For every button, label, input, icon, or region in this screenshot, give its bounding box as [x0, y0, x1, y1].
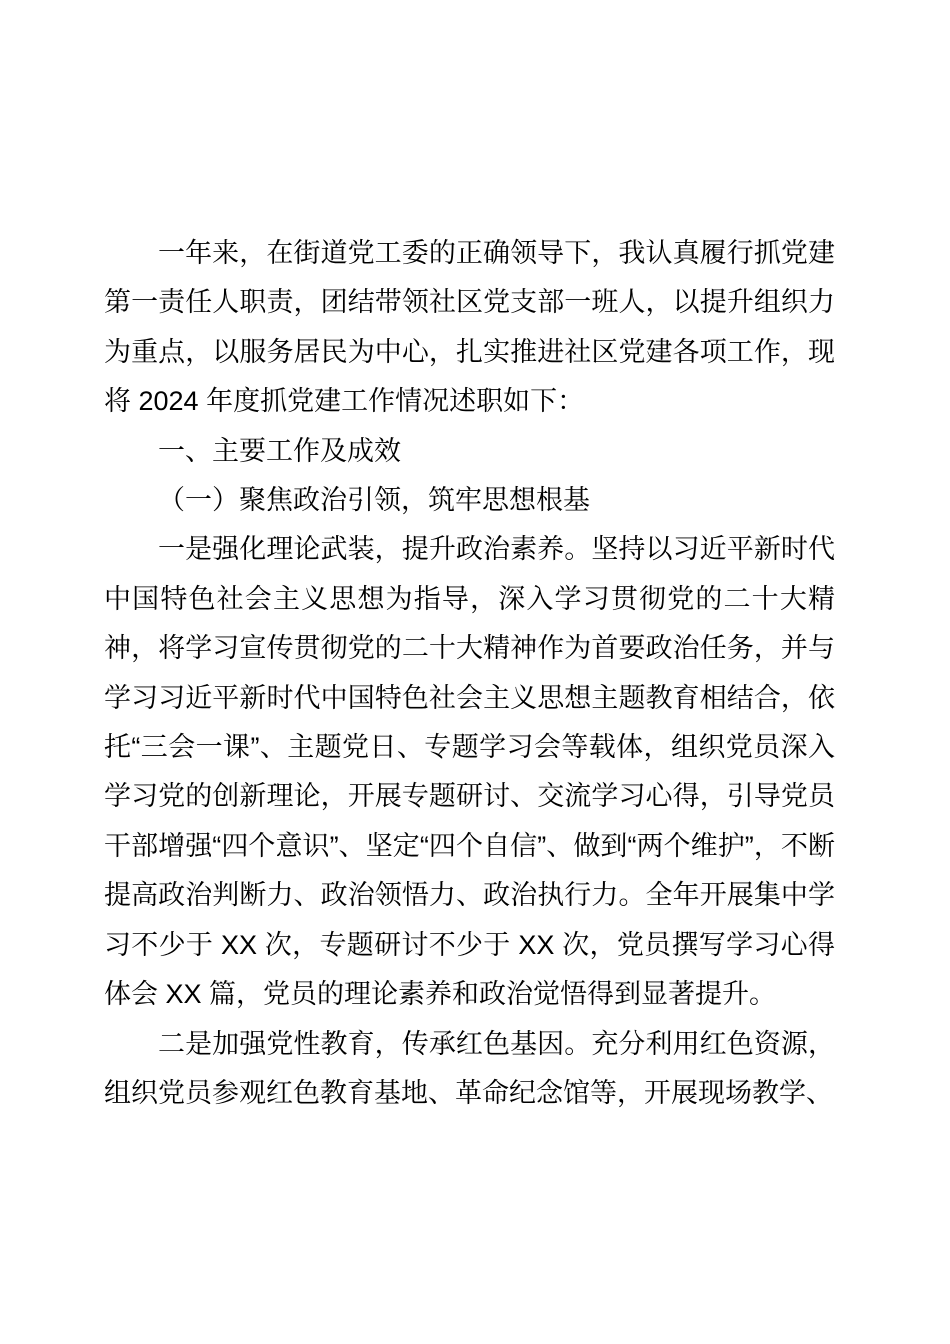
paragraph-intro: 一年来，在街道党工委的正确领导下，我认真履行抓党建第一责任人职责，团结带领社区党支部一班人，以提升组织力为重点，以服务居民为中心，扎实推进社区党建各项工作，现将 2024 年度抓党建工作情况述职如下：: [104, 238, 835, 417]
heading-main-work-and-achievements: 一、主要工作及成效: [158, 435, 401, 466]
paragraph-party-spirit-education: 二是加强党性教育，传承红色基因。充分利用红色资源，组织党员参观红色教育基地、革命纪念馆等，开展现场教学、: [104, 1028, 835, 1108]
document-body: [104, 229, 835, 1118]
heading-political-guidance: （一）聚焦政治引领，筑牢思想根基: [158, 485, 590, 516]
paragraph-theory-armament: 一是强化理论武装，提升政治素养。坚持以习近平新时代中国特色社会主义思想为指导，深入学习贯彻党的二十大精神，将学习宣传贯彻党的二十大精神作为首要政治任务，并与学习习近平新时代中国特色社会主义思想主题教育相结合，依托“三会一课”、主题党日、专题学习会等载体，组织党员深入学习党的创新理论，开展专题研讨、交流学习心得，引导党员干部增强“四个意识”、坚定“四个自信”、做到“两个维护”，不断提高政治判断力、政治领悟力、政治执行力。全年开展集中学习不少于 XX 次，专题研讨不少于 XX 次，党员撰写学习心得体会 XX 篇，党员的理论素养和政治觉悟得到显著提升。: [104, 534, 835, 1010]
